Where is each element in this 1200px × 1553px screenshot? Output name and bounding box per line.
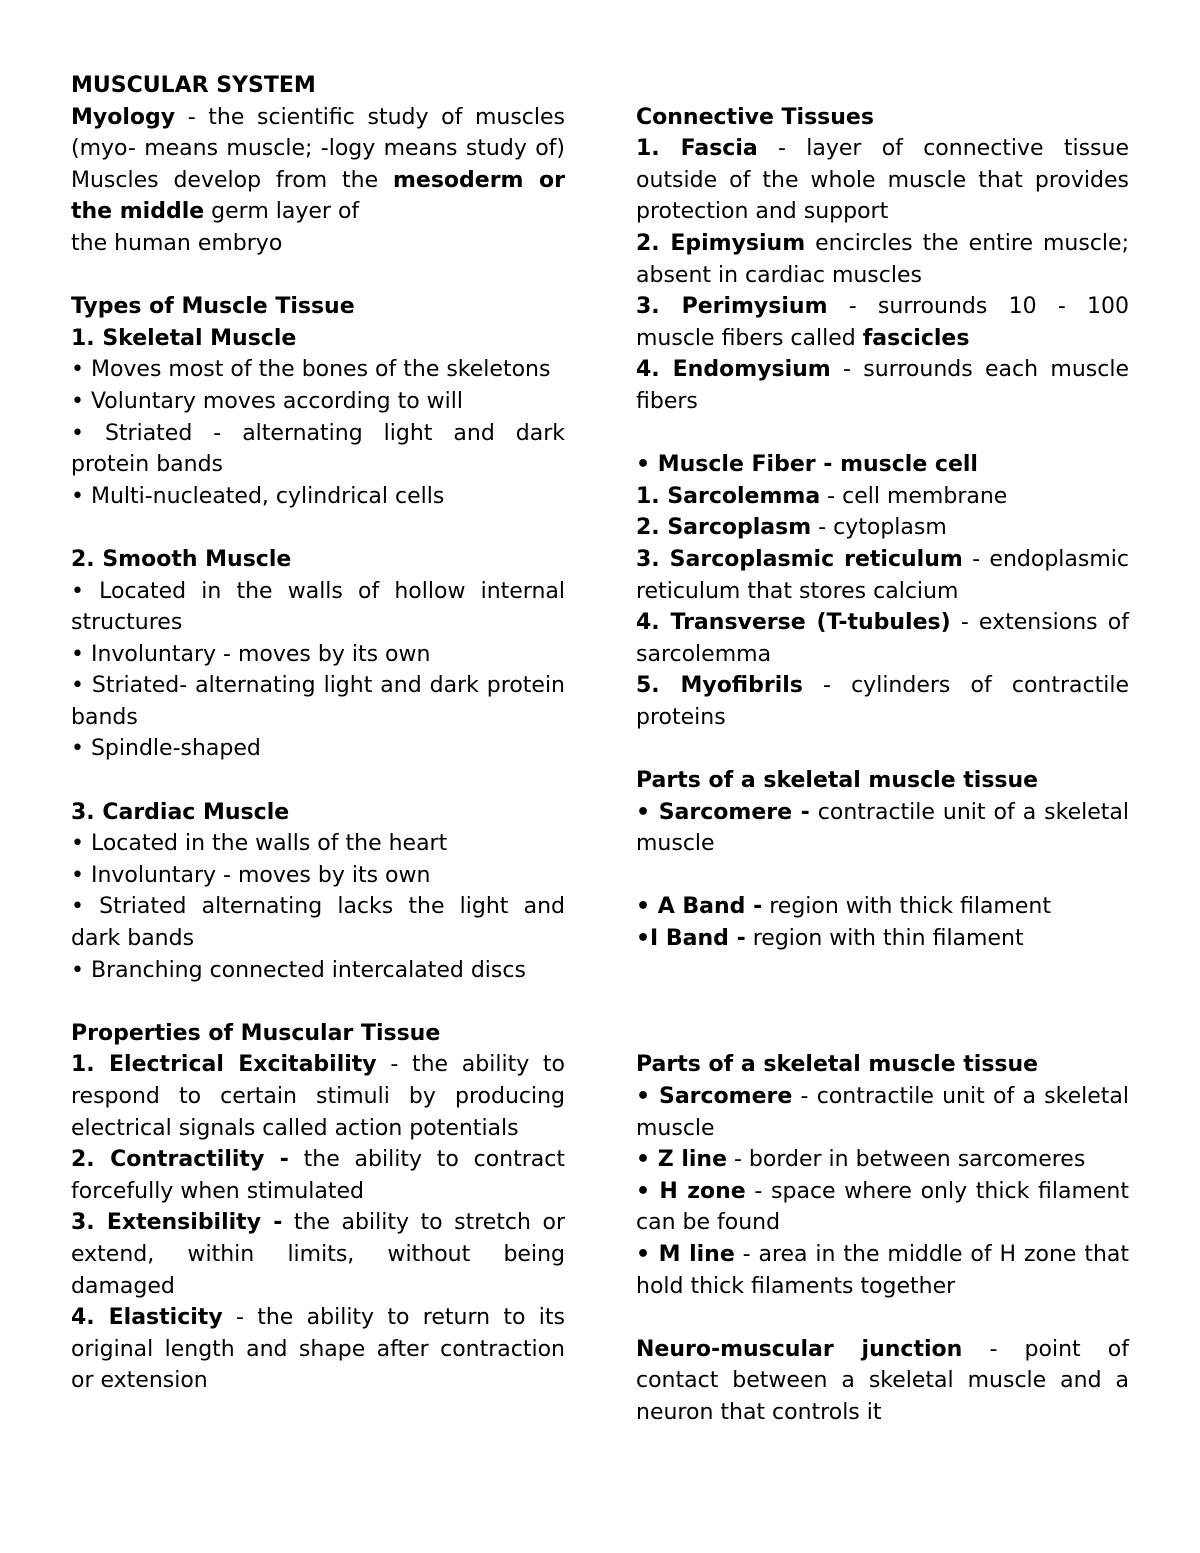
- list-item: 5. Myofibrils - cylinders of contractile proteins: [636, 673, 1129, 730]
- list-item: • A Band - region with thick filament: [636, 894, 1051, 920]
- list-item: • Branching connected intercalated discs: [71, 957, 526, 983]
- list-item: 1. Fascia - layer of connective tissue outside of the whole muscle that provides protection and support: [636, 136, 1130, 225]
- list-item: 4. Transverse (T-tubules) - extensions of sarcolemma: [636, 610, 1129, 667]
- list-item: • Involuntary - moves by its own: [71, 641, 431, 667]
- parts-heading-1: Parts of a skeletal muscle tissue: [636, 768, 1039, 794]
- list-item: • Striated- alternating light and dark protein bands: [71, 673, 565, 730]
- list-item: 2. Sarcoplasm - cytoplasm: [636, 515, 947, 541]
- smooth-heading: 2. Smooth Muscle: [71, 546, 292, 572]
- list-item: • Multi-nucleated, cylindrical cells: [71, 483, 445, 509]
- list-item: 3. Extensibility - the ability to stretch or extend, within limits, without being damaged: [71, 1210, 565, 1299]
- page-title: MUSCULAR SYSTEM: [71, 73, 316, 98]
- list-item: 2. Contractility - the ability to contract forcefully when stimulated: [71, 1147, 565, 1204]
- types-heading: Types of Muscle Tissue: [71, 294, 355, 320]
- myology-term: Myology: [71, 104, 176, 130]
- myology-paragraph: Myology - the scientific study of muscles (myo- means muscle; -logy means study of) Muscles develop from the mesoderm or the middle germ layer of: [71, 104, 565, 225]
- list-item: • Moves most of the bones of the skeletons: [71, 357, 551, 383]
- list-item: 4. Elasticity - the ability to return to its original length and shape after contraction or extension: [71, 1305, 565, 1394]
- list-item: 1. Sarcolemma - cell membrane: [636, 483, 1008, 509]
- list-item: • Sarcomere - contractile unit of a skeletal muscle: [636, 799, 1129, 857]
- list-item: • Striated alternating lacks the light and dark bands: [71, 894, 565, 952]
- list-item: • Located in the walls of hollow internal structures: [71, 578, 565, 636]
- left-column: [71, 70, 565, 1397]
- connective-heading: Connective Tissues: [636, 104, 874, 130]
- parts-heading-2: Parts of a skeletal muscle tissue: [636, 1052, 1039, 1078]
- list-item: •I Band - region with thin filament: [636, 926, 1024, 952]
- myology-line2: the human embryo: [71, 230, 283, 256]
- properties-heading: Properties of Muscular Tissue: [71, 1020, 441, 1046]
- list-item: • Located in the walls of the heart: [71, 831, 448, 857]
- right-column: [636, 70, 1129, 1429]
- muscle-fiber-heading: • Muscle Fiber - muscle cell: [636, 452, 978, 478]
- cardiac-heading: 3. Cardiac Muscle: [71, 799, 290, 825]
- list-item: • M line - area in the middle of H zone that hold thick filaments together: [636, 1241, 1129, 1299]
- list-item: 1. Electrical Excitability - the ability to respond to certain stimuli by producing electrical signals called action potentials: [71, 1052, 565, 1141]
- list-item: • Involuntary - moves by its own: [71, 862, 431, 888]
- list-item: 4. Endomysium - surrounds each muscle fibers: [636, 357, 1129, 414]
- list-item: • Striated - alternating light and dark protein bands: [71, 420, 565, 478]
- list-item: 3. Perimysium - surrounds 10 - 100 muscle fibers called fascicles: [636, 294, 1129, 351]
- skeletal-heading: 1. Skeletal Muscle: [71, 325, 297, 351]
- list-item: • Spindle-shaped: [71, 736, 261, 762]
- list-item: • Sarcomere - contractile unit of a skeletal muscle: [636, 1084, 1129, 1141]
- list-item: • Voluntary moves according to will: [71, 388, 464, 414]
- list-item: 3. Sarcoplasmic reticulum - endoplasmic reticulum that stores calcium: [636, 546, 1129, 604]
- list-item: • Z line - border in between sarcomeres: [636, 1147, 1086, 1173]
- nmj-paragraph: Neuro-muscular junction - point of contact between a skeletal muscle and a neuron that controls it: [636, 1336, 1130, 1425]
- list-item: 2. Epimysium encircles the entire muscle; absent in cardiac muscles: [636, 230, 1129, 288]
- list-item: • H zone - space where only thick filament can be found: [636, 1178, 1130, 1236]
